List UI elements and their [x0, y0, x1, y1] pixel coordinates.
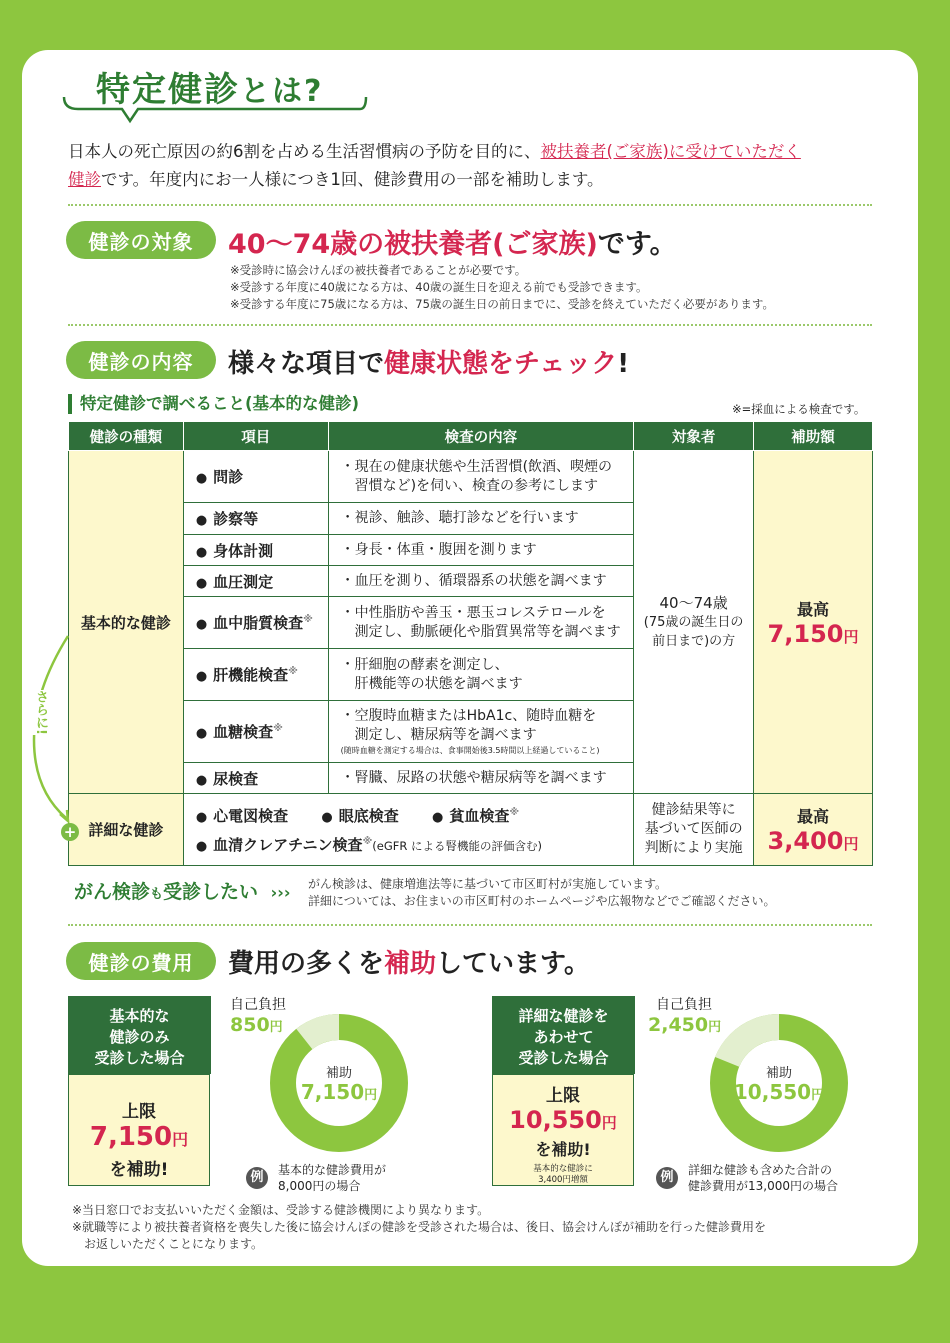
- desc-cell: ・中性脂肪や善玉・悪玉コレステロールを 測定し、動脈硬化や脂質異常等を調べます: [328, 597, 634, 649]
- left-box-head: 基本的な 健診のみ 受診した場合: [68, 996, 211, 1074]
- desc-cell: ・空腹時血糖またはHbA1c、随時血糖を 測定し、糖尿病等を調べます (随時血糖を測定する場合は、食事開始後3.5時間以上経過していること): [328, 701, 634, 763]
- right-box-body: 上限 10,550円 を補助! 基本的な健診に 3,400円増額: [492, 1074, 634, 1186]
- divider: [68, 924, 872, 926]
- detail-target-cell: 健診結果等に 基づいて医師の 判断により実施: [634, 794, 754, 866]
- arrows-icon: ›››: [270, 883, 291, 902]
- item-cell: ● 血圧測定: [183, 566, 328, 597]
- right-box-head: 詳細な健診を あわせて 受診した場合: [492, 996, 635, 1074]
- title-bracket: [60, 95, 370, 135]
- cost-pill: 健診の費用: [66, 942, 216, 980]
- col-header-kind: 健診の種類: [69, 422, 184, 451]
- cancer-label: がん検診も受診したい ›››: [74, 881, 291, 903]
- item-cell: ● 肝機能検査※: [183, 649, 328, 701]
- example-icon: 例: [656, 1167, 678, 1189]
- col-header-content: 検査の内容: [328, 422, 634, 451]
- desc-cell: ・視診、触診、聴打診などを行います: [328, 503, 634, 535]
- item-cell: ● 診察等: [183, 503, 328, 535]
- cost-headline: 費用の多くを補助しています。: [228, 949, 590, 979]
- desc-cell: ・身長・体重・腹囲を測ります: [328, 535, 634, 566]
- content-subtitle: 特定健診で調べること(基本的な健診): [68, 394, 359, 414]
- right-example: 例 詳細な健診も含めた合計の 健診費用が13,000円の場合: [656, 1162, 838, 1194]
- item-cell: ● 問診: [183, 451, 328, 503]
- detail-amount-cell: 最高 3,400円: [754, 794, 873, 866]
- content-headline: 様々な項目で健康状態をチェック!: [228, 349, 630, 379]
- cancer-text: がん検診は、健康増進法等に基づいて市区町村が実施しています。 詳細については、お住まいの市区町村のホームページや広報物などでご確認ください。: [308, 877, 776, 908]
- item-cell: ● 身体計測: [183, 535, 328, 566]
- table-header-row: [69, 422, 873, 451]
- detail-items-cell: ● 心電図検査 ● 眼底検査 ● 貧血検査※ ● 血清クレアチニン検査※(eGFR による腎機能の評価含む): [183, 794, 633, 866]
- plus-icon: +: [61, 823, 79, 841]
- desc-cell: ・現在の健康状態や生活習慣(飲酒、喫煙の 習慣など)を伺い、検査の参考にします: [328, 451, 634, 503]
- self-pay-segment: [304, 1027, 339, 1039]
- item-cell: ● 血中脂質検査※: [183, 597, 328, 649]
- sarani-label: さらに!: [30, 690, 50, 735]
- divider: [68, 204, 872, 206]
- example-icon: 例: [246, 1167, 268, 1189]
- intro-highlight: 被扶養者(ご家族)に受けていただく: [540, 142, 801, 161]
- target-headline: 40〜74歳の被扶養者(ご家族)です。: [228, 229, 677, 260]
- divider: [68, 324, 872, 326]
- target-notes: ※受診時に協会けんぽの被扶養者であることが必要です。 ※受診する年度に40歳になる方は、40歳の誕生日を迎える前でも受診できます。 ※受診する年度に75歳になる方は、75歳の誕生日の前日までに、受診を終えていただく必要があります。: [230, 263, 774, 311]
- self-pay-segment: [727, 1027, 779, 1062]
- title-suffix: とは?: [240, 74, 324, 109]
- col-header-amount: 補助額: [754, 422, 873, 451]
- basic-target-cell: 40〜74歳 (75歳の誕生日の 前日まで)の方: [634, 451, 754, 794]
- content-pill: 健診の内容: [66, 341, 216, 379]
- basic-amount-cell: 最高 7,150円: [754, 451, 873, 794]
- footnotes: ※当日窓口でお支払いいただく金額は、受診する健診機関により異なります。 ※就職等により被扶養者資格を喪失した後に協会けんぽの健診を受診された場合は、後日、協会けんぽが補助を行った健診費用を お返しいただくことになります。: [72, 1203, 767, 1251]
- right-self-label: 自己負担 2,450円: [648, 997, 722, 1036]
- checkup-table: [68, 421, 873, 866]
- sarani-arrow: [20, 630, 80, 830]
- item-cell: ● 血糖検査※: [183, 701, 328, 763]
- target-pill: 健診の対象: [66, 221, 216, 259]
- left-box-body: 上限 7,150円 を補助!: [68, 1074, 210, 1186]
- basic-kind-cell: 基本的な健診: [69, 451, 184, 794]
- desc-cell: ・肝細胞の酵素を測定し、 肝機能等の状態を調べます: [328, 649, 634, 701]
- content-subnote: ※=採血による検査です。: [732, 402, 866, 416]
- desc-cell: ・腎臓、尿路の状態や糖尿病等を調べます: [328, 763, 634, 794]
- left-self-label: 自己負担 850円: [230, 997, 286, 1036]
- right-donut-center: 補助 10,550円: [733, 1066, 825, 1104]
- left-example: 例 基本的な健診費用が 8,000円の場合: [246, 1162, 386, 1194]
- detail-kind-cell: 詳細な健診: [69, 794, 184, 866]
- left-donut-center: 補助 7,150円: [300, 1066, 378, 1104]
- intro-text: 日本人の死亡原因の約6割を占める生活習慣病の予防を目的に、被扶養者(ご家族)に受けていただく 健診です。年度内にお一人様につき1回、健診費用の一部を補助します。: [68, 142, 801, 189]
- table-row: [69, 451, 873, 503]
- desc-cell: ・血圧を測り、循環器系の状態を調べます: [328, 566, 634, 597]
- col-header-target: 対象者: [634, 422, 754, 451]
- detail-row: [69, 794, 873, 866]
- item-cell: ● 尿検査: [183, 763, 328, 794]
- col-header-item: 項目: [183, 422, 328, 451]
- title-main: 特定健診: [96, 70, 240, 110]
